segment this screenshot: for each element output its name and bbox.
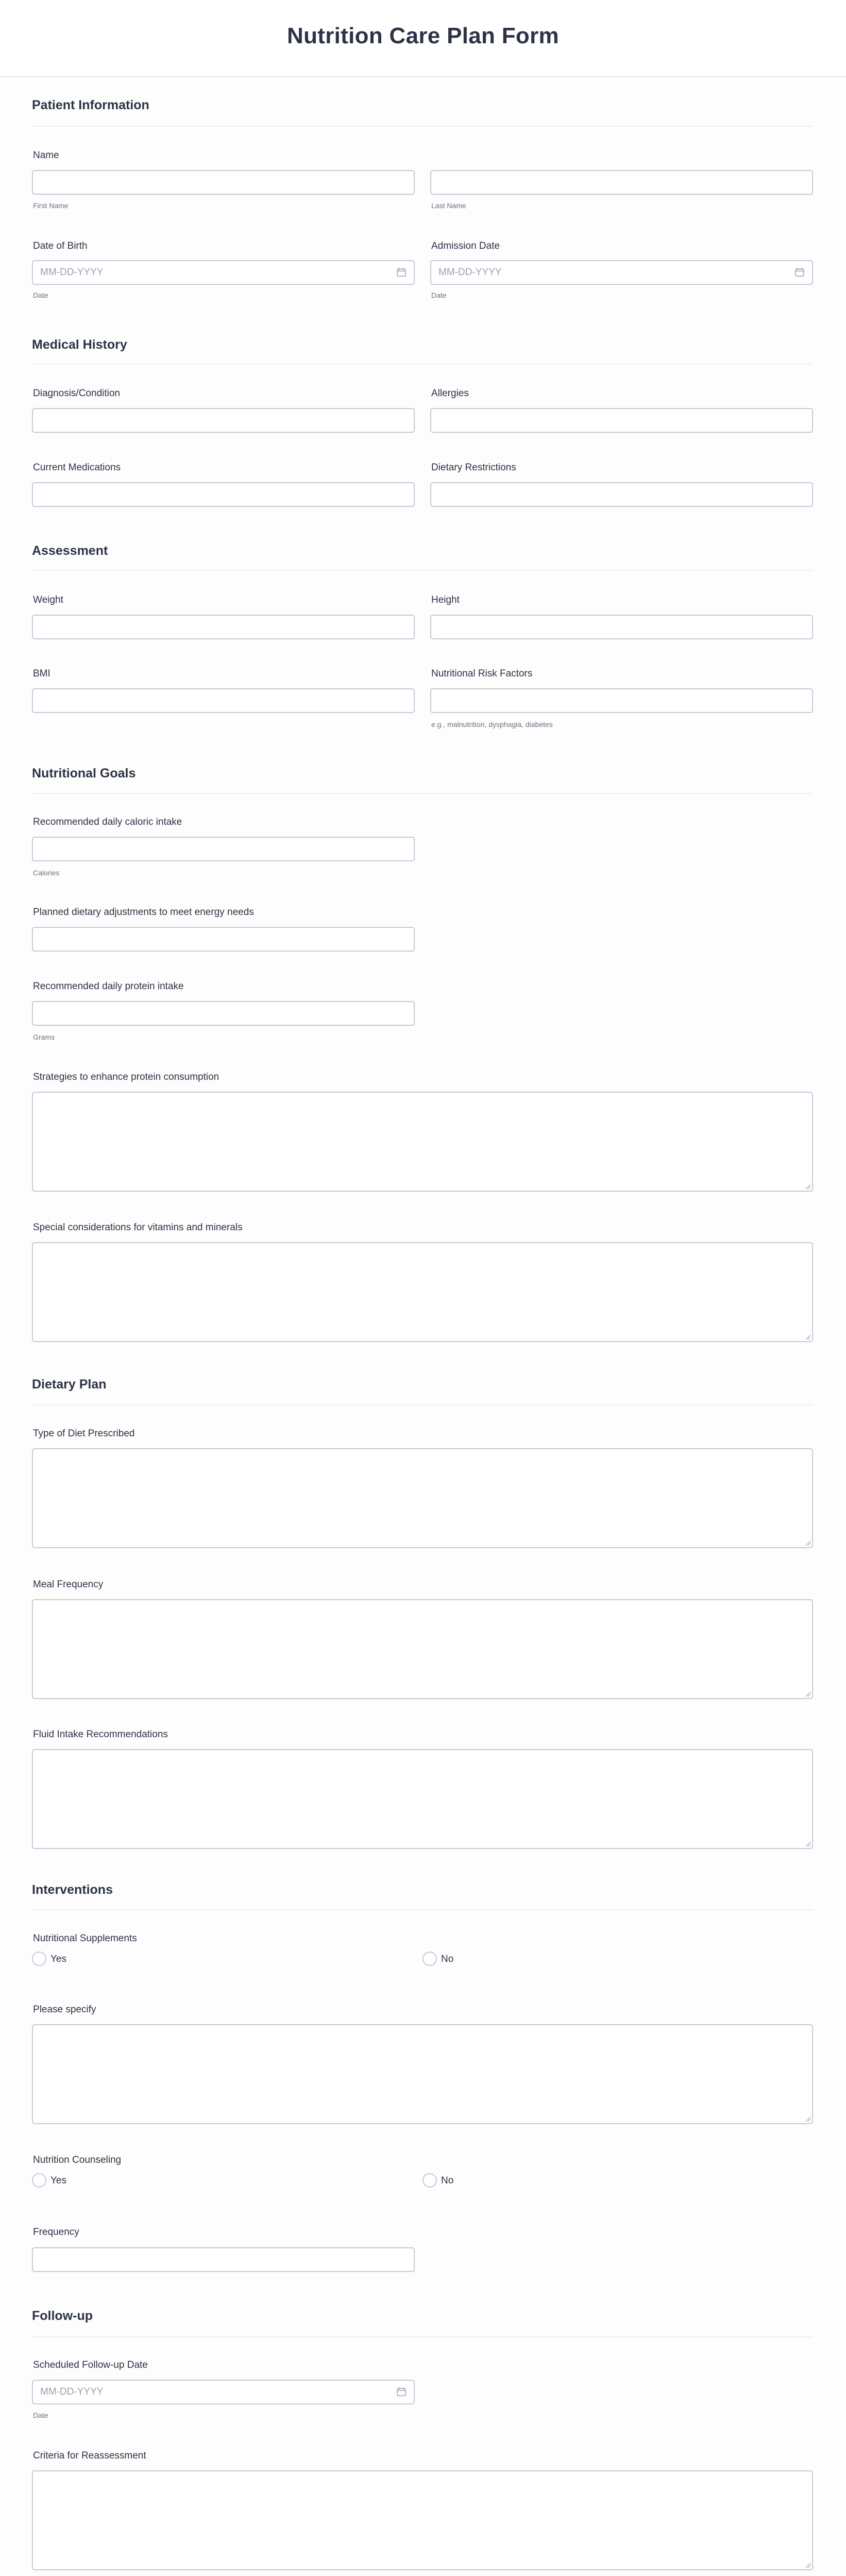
section-divider — [32, 126, 813, 127]
diagnosis-input[interactable] — [32, 408, 415, 433]
section-title-patient-information: Patient Information — [32, 98, 149, 112]
please-specify-field — [32, 2024, 813, 2124]
protein-strategies-textarea[interactable] — [32, 1092, 813, 1192]
calendar-icon[interactable] — [794, 267, 805, 277]
admission-date-field — [430, 260, 813, 285]
dob-sublabel: Date — [33, 291, 48, 299]
caloric-intake-label: Recommended daily caloric intake — [33, 817, 182, 827]
admission-date-label: Admission Date — [431, 241, 500, 251]
dob-field — [32, 260, 415, 285]
please-specify-label: Please specify — [33, 2004, 96, 2015]
weight-input[interactable] — [32, 615, 415, 639]
risk-factors-label: Nutritional Risk Factors — [431, 668, 533, 679]
section-title-dietary-plan: Dietary Plan — [32, 1377, 107, 1392]
section-divider — [32, 1404, 813, 1405]
admission-date-sublabel: Date — [431, 291, 447, 299]
supplements-no-label[interactable]: No — [441, 1954, 454, 1964]
reassessment-criteria-label: Criteria for Reassessment — [33, 2450, 146, 2461]
bmi-input[interactable] — [32, 688, 415, 713]
protein-strategies-label: Strategies to enhance protein consumption — [33, 1072, 219, 1082]
follow-up-date-sublabel: Date — [33, 2411, 48, 2419]
page-title: Nutrition Care Plan Form — [287, 23, 559, 48]
last-name-input[interactable] — [430, 170, 813, 195]
height-label: Height — [431, 595, 460, 605]
resize-handle-icon[interactable] — [805, 2116, 811, 2122]
section-title-nutritional-goals: Nutritional Goals — [32, 766, 136, 781]
medications-input[interactable] — [32, 482, 415, 507]
diet-type-textarea[interactable] — [32, 1448, 813, 1548]
caloric-intake-sublabel: Calories — [33, 869, 60, 877]
height-input[interactable] — [430, 615, 813, 639]
dietary-restrictions-label: Dietary Restrictions — [431, 462, 516, 473]
section-divider — [32, 364, 813, 365]
counseling-no-label[interactable]: No — [441, 2175, 454, 2186]
resize-handle-icon[interactable] — [805, 1841, 811, 1847]
section-title-interventions: Interventions — [32, 1883, 113, 1897]
counseling-no-radio[interactable] — [422, 2173, 437, 2188]
section-divider — [32, 2336, 813, 2337]
supplements-label: Nutritional Supplements — [33, 1933, 137, 1944]
medications-label: Current Medications — [33, 462, 121, 473]
diet-type-label: Type of Diet Prescribed — [33, 1428, 135, 1439]
counseling-yes-label[interactable]: Yes — [50, 2175, 66, 2186]
protein-intake-sublabel: Grams — [33, 1033, 55, 1041]
counseling-label: Nutrition Counseling — [33, 2155, 122, 2165]
please-specify-textarea[interactable] — [32, 2024, 813, 2124]
dob-input[interactable] — [32, 260, 415, 285]
vitamins-minerals-label: Special considerations for vitamins and minerals — [33, 1222, 243, 1233]
admission-date-input[interactable] — [430, 260, 813, 285]
meal-frequency-textarea[interactable] — [32, 1599, 813, 1699]
section-divider — [32, 1909, 813, 1910]
fluid-intake-textarea[interactable] — [32, 1749, 813, 1849]
bmi-label: BMI — [33, 668, 50, 679]
frequency-label: Frequency — [33, 2227, 79, 2238]
resize-handle-icon[interactable] — [805, 1334, 811, 1340]
dietary-adjustments-label: Planned dietary adjustments to meet energy needs — [33, 907, 254, 918]
supplements-no-radio[interactable] — [422, 1952, 437, 1966]
last-name-sublabel: Last Name — [431, 201, 466, 210]
diagnosis-label: Diagnosis/Condition — [33, 388, 120, 399]
protein-intake-input[interactable] — [32, 1001, 415, 1026]
dietary-adjustments-input[interactable] — [32, 927, 415, 952]
section-divider — [32, 570, 813, 571]
section-title-medical-history: Medical History — [32, 337, 127, 352]
counseling-yes-radio[interactable] — [32, 2173, 46, 2188]
vitamins-minerals-field — [32, 1242, 813, 1342]
supplements-yes-radio[interactable] — [32, 1952, 46, 1966]
resize-handle-icon[interactable] — [805, 2562, 811, 2568]
dietary-restrictions-input[interactable] — [430, 482, 813, 507]
supplements-yes-label[interactable]: Yes — [50, 1954, 66, 1964]
protein-intake-label: Recommended daily protein intake — [33, 981, 184, 992]
weight-label: Weight — [33, 595, 63, 605]
risk-factors-input[interactable] — [430, 688, 813, 713]
reassessment-criteria-textarea[interactable] — [32, 2470, 813, 2570]
allergies-input[interactable] — [430, 408, 813, 433]
fluid-intake-field — [32, 1749, 813, 1849]
vitamins-minerals-textarea[interactable] — [32, 1242, 813, 1342]
follow-up-date-input[interactable] — [32, 2380, 415, 2404]
resize-handle-icon[interactable] — [805, 1540, 811, 1546]
follow-up-date-label: Scheduled Follow-up Date — [33, 2360, 148, 2370]
resize-handle-icon[interactable] — [805, 1183, 811, 1190]
first-name-sublabel: First Name — [33, 201, 69, 210]
follow-up-date-field — [32, 2380, 415, 2404]
section-divider — [32, 793, 813, 794]
meal-frequency-label: Meal Frequency — [33, 1579, 104, 1590]
first-name-input[interactable] — [32, 170, 415, 195]
dob-label: Date of Birth — [33, 241, 88, 251]
meal-frequency-field — [32, 1599, 813, 1699]
reassessment-criteria-field — [32, 2470, 813, 2570]
protein-strategies-field — [32, 1092, 813, 1192]
resize-handle-icon[interactable] — [805, 1691, 811, 1697]
section-title-follow-up: Follow-up — [32, 2309, 93, 2323]
diet-type-field — [32, 1448, 813, 1548]
section-title-assessment: Assessment — [32, 544, 108, 558]
frequency-input[interactable] — [32, 2247, 415, 2272]
calendar-icon[interactable] — [396, 2386, 407, 2397]
caloric-intake-input[interactable] — [32, 837, 415, 861]
form-header — [0, 0, 846, 77]
allergies-label: Allergies — [431, 388, 469, 399]
calendar-icon[interactable] — [396, 267, 407, 277]
risk-factors-sublabel: e.g., malnutrition, dysphagia, diabetes — [431, 720, 553, 728]
fluid-intake-label: Fluid Intake Recommendations — [33, 1729, 168, 1740]
name-label: Name — [33, 150, 59, 161]
